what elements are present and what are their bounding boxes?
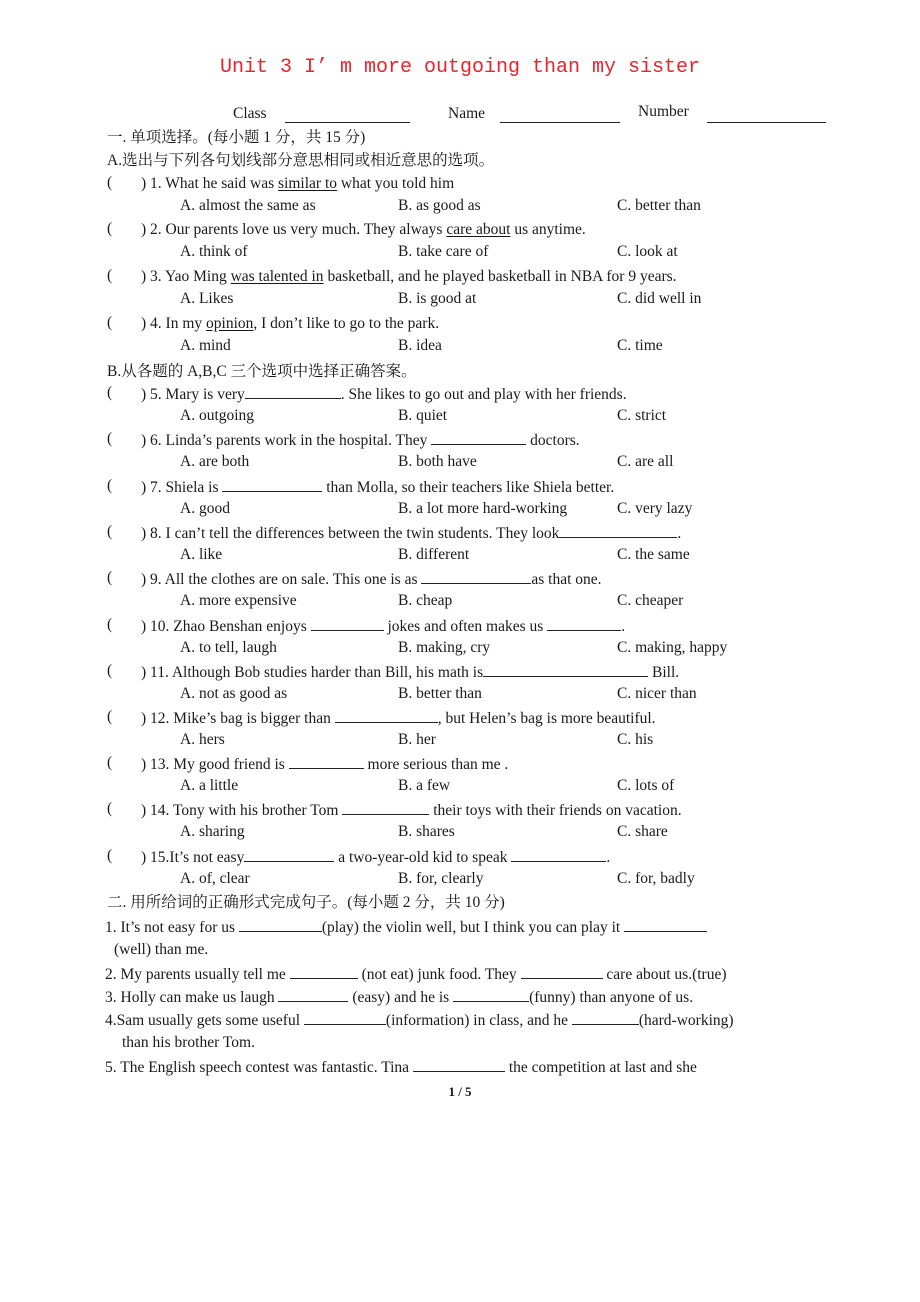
question-7-option-b[interactable]: B. a lot more hard-working [398,500,568,517]
number-label: Number [638,103,689,120]
question-7-text-end: than Molla, so their teachers like Shiela better. [322,479,615,496]
question-10-option-b[interactable]: B. making, cry [398,639,491,656]
question-13-blank-1[interactable] [289,754,364,769]
question-14-option-b[interactable]: B. shares [398,823,455,840]
q1-text-b: (play) the violin well, but I think you can play it [321,919,625,936]
question-6-text: ) 6. Linda’s parents work in the hospital. They [141,432,432,449]
question-15-text-end: . [606,849,611,866]
question-12-text-end: , but Helen’s bag is more beautiful. [437,710,656,727]
question-13 [141,754,508,775]
question-15-blank-1[interactable] [244,847,334,862]
answer-paren-4[interactable]: ( [107,314,113,331]
name-label: Name [448,105,486,122]
question-12-blank-1[interactable] [335,708,438,723]
question-6-text-end: doctors. [526,432,580,449]
q5-text-b: the competition at last and she [504,1059,697,1076]
question-9 [141,569,602,590]
page-number: 1 / 5 [448,1084,472,1099]
question-13-option-a[interactable]: A. a little [180,777,239,794]
question-13-text-end: more serious than me . [363,756,509,773]
q3-text-a: 3. Holly can make us laugh [105,989,279,1006]
q3-blank-1[interactable] [278,987,348,1002]
part2-heading: 二. 用所给词的正确形式完成句子。(每小题 2 分，共 10 分) [107,894,505,911]
q1-text-a: 1. It’s not easy for us [105,919,239,936]
q2-text-b: (not eat) junk food. They [357,966,521,983]
question-4-option-b[interactable]: B. idea [398,337,442,354]
q4-text-b: (information) in class, and he [385,1012,572,1029]
question-2-underlined: care about [446,221,511,238]
question-10-text-mid: jokes and often makes us [383,618,548,635]
name-blank[interactable] [500,108,620,123]
question-8 [141,523,681,544]
question-9-option-b[interactable]: B. cheap [398,592,453,609]
question-3-text-end: basketball, and he played basketball in NBA for 9 years. [323,268,677,285]
question-8-option-b[interactable]: B. different [398,546,470,563]
question-15-blank-2[interactable] [511,847,606,862]
question-10-option-a[interactable]: A. to tell, laugh [180,639,277,656]
q4-blank-1[interactable] [304,1010,386,1025]
question-7 [141,477,614,498]
class-label: Class [233,105,267,122]
question-14-option-c[interactable]: C. share [617,823,668,840]
q4-blank-2[interactable] [572,1010,639,1025]
question-5-option-a[interactable]: A. outgoing [180,407,255,424]
question-3-option-a[interactable]: A. Likes [180,290,234,307]
question-12 [141,708,656,729]
question-2-text-end: us anytime. [510,221,586,238]
question-3-underlined: was talented in [230,268,324,285]
question-8-option-c[interactable]: C. the same [617,546,690,563]
question-6-option-c[interactable]: C. are all [617,453,674,470]
q3-text-c: (funny) than anyone of us. [529,989,694,1006]
question-5-option-b[interactable]: B. quiet [398,407,448,424]
part2-q5 [105,1057,697,1078]
q2-text-a: 2. My parents usually tell me [105,966,290,983]
section-a-instruction: A.选出与下列各句划线部分意思相同或相近意思的选项。 [107,152,495,169]
question-11 [141,662,679,683]
question-11-option-a[interactable]: A. not as good as [180,685,288,702]
question-8-text: ) 8. I can’t tell the differences between the twin students. They look [141,525,560,542]
section-b-instruction: B.从各题的 A,B,C 三个选项中选择正确答案。 [107,363,417,380]
question-3-text: ) 3. Yao Ming [141,268,231,285]
question-15-text: ) 15.It’s not easy [141,849,245,866]
question-5-option-c[interactable]: C. strict [617,407,667,424]
question-14 [141,800,682,821]
question-11-option-b[interactable]: B. better than [398,685,482,702]
worksheet-title: Unit 3 I’ m more outgoing than my sister [219,56,701,79]
question-2 [141,220,586,240]
question-4-underlined: opinion [206,315,254,332]
answer-paren-3[interactable]: ( [107,267,113,284]
answer-paren-8[interactable]: ( [107,523,113,540]
answer-paren-7[interactable]: ( [107,477,113,494]
question-12-option-a[interactable]: A. hers [180,731,225,748]
answer-paren-15[interactable]: ( [107,847,113,864]
question-7-option-a[interactable]: A. good [180,500,230,517]
question-10-blank-2[interactable] [547,616,621,631]
question-15-option-a[interactable]: A. of, clear [180,870,250,887]
part1-heading: 一. 单项选择。(每小题 1 分，共 15 分) [107,129,366,146]
question-12-option-b[interactable]: B. her [398,731,436,748]
question-13-option-b[interactable]: B. a few [398,777,451,794]
question-3-option-b[interactable]: B. is good at [398,290,477,307]
question-15-option-b[interactable]: B. for, clearly [398,870,484,887]
question-6-blank-1[interactable] [431,430,526,445]
q1-blank-1[interactable] [239,917,322,932]
q5-blank-1[interactable] [413,1057,505,1072]
q4-text-a: 4.Sam usually gets some useful [105,1012,304,1029]
question-8-blank-1[interactable] [559,523,677,538]
question-12-text: ) 12. Mike’s bag is bigger than [141,710,335,727]
question-3 [141,267,677,287]
question-11-text: ) 11. Although Bob studies harder than Bill, his math is [141,664,484,681]
part2-q1 [105,917,707,938]
question-13-option-c[interactable]: C. lots of [617,777,675,794]
question-9-blank-1[interactable] [421,569,531,584]
question-4-option-a[interactable]: A. mind [180,337,231,354]
q2-blank-1[interactable] [290,964,358,979]
part2-q4-cont: than his brother Tom. [122,1034,255,1051]
question-15-text-mid: a two-year-old kid to speak [334,849,512,866]
class-blank[interactable] [285,108,410,123]
answer-paren-2[interactable]: ( [107,220,113,237]
question-14-blank-1[interactable] [342,800,429,815]
question-8-text-end: . [677,525,682,542]
question-10-option-c[interactable]: C. making, happy [617,639,728,656]
q5-text-a: 5. The English speech contest was fantastic. Tina [105,1059,413,1076]
question-4 [141,314,439,334]
question-10 [141,616,625,637]
question-12-option-c[interactable]: C. his [617,731,654,748]
answer-paren-9[interactable]: ( [107,569,113,586]
question-2-option-b[interactable]: B. take care of [398,243,489,260]
part2-q3 [105,987,693,1008]
question-9-text: ) 9. All the clothes are on sale. This one is as [141,571,422,588]
question-15 [141,847,610,868]
answer-paren-6[interactable]: ( [107,430,113,447]
question-1-text: ) 1. What he said was [141,175,279,192]
question-6 [141,430,580,451]
number-blank[interactable] [707,108,826,123]
question-1 [141,174,454,194]
answer-paren-10[interactable]: ( [107,616,113,633]
question-7-blank-1[interactable] [222,477,322,492]
question-9-option-c[interactable]: C. cheaper [617,592,684,609]
q2-blank-2[interactable] [521,964,603,979]
question-1-underlined: similar to [278,175,338,192]
question-13-text: ) 13. My good friend is [141,756,289,773]
question-7-text: ) 7. Shiela is [141,479,223,496]
part2-q4 [105,1010,734,1031]
question-8-option-a[interactable]: A. like [180,546,223,563]
question-5-blank-1[interactable] [245,384,341,399]
q1-blank-2[interactable] [624,917,707,932]
question-10-blank-1[interactable] [311,616,384,631]
question-6-option-a[interactable]: A. are both [180,453,250,470]
q3-text-b: (easy) and he is [348,989,454,1006]
question-5 [141,384,627,405]
question-4-text-end: , I don’t like to go to the park. [253,315,440,332]
question-4-option-c[interactable]: C. time [617,337,663,354]
question-10-text: ) 10. Zhao Benshan enjoys [141,618,311,635]
question-15-option-c[interactable]: C. for, badly [617,870,695,887]
question-7-option-c[interactable]: C. very lazy [617,500,693,517]
question-1-option-b[interactable]: B. as good as [398,197,481,214]
question-1-text-end: what you told him [337,175,455,192]
question-2-text: ) 2. Our parents love us very much. They always [141,221,447,238]
question-11-blank-1[interactable] [483,662,648,677]
part2-q1-cont: (well) than me. [114,941,209,958]
answer-paren-11[interactable]: ( [107,662,113,679]
question-2-option-a[interactable]: A. think of [180,243,248,260]
question-3-option-c[interactable]: C. did well in [617,290,702,307]
question-4-text: ) 4. In my [141,315,207,332]
question-5-text-end: . She likes to go out and play with her friends. [340,386,627,403]
question-11-option-c[interactable]: C. nicer than [617,685,697,702]
question-5-text: ) 5. Mary is very [141,386,245,403]
question-11-text-end: Bill. [648,664,680,681]
q3-blank-2[interactable] [453,987,529,1002]
question-14-text-end: their toys with their friends on vacation. [429,802,682,819]
question-10-text-end: . [621,618,626,635]
q4-text-c: (hard-working) [638,1012,734,1029]
question-2-option-c[interactable]: C. look at [617,243,678,260]
question-9-option-a[interactable]: A. more expensive [180,592,297,609]
question-14-text: ) 14. Tony with his brother Tom [141,802,343,819]
answer-paren-12[interactable]: ( [107,708,113,725]
q2-text-c: care about us.(true) [602,966,727,983]
question-1-option-a[interactable]: A. almost the same as [180,197,316,214]
part2-q2 [105,964,727,985]
question-14-option-a[interactable]: A. sharing [180,823,245,840]
question-6-option-b[interactable]: B. both have [398,453,477,470]
question-9-text-end: as that one. [531,571,602,588]
answer-paren-1[interactable]: ( [107,174,113,191]
question-1-option-c[interactable]: C. better than [617,197,701,214]
answer-paren-13[interactable]: ( [107,754,113,771]
answer-paren-5[interactable]: ( [107,384,113,401]
answer-paren-14[interactable]: ( [107,800,113,817]
